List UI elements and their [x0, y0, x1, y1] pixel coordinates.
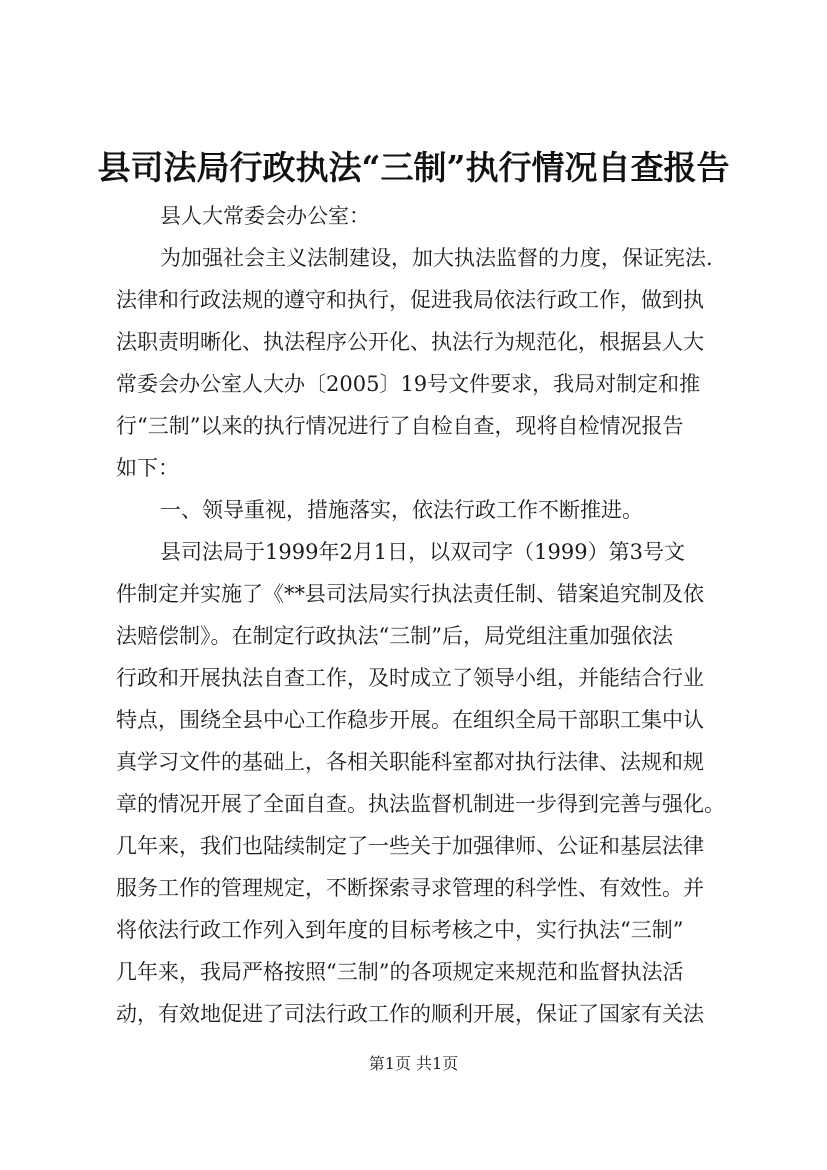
- text-line: 法赔偿制》。在制定行政执法“三制”后，局党组注重加强依法: [116, 624, 673, 648]
- page-footer: 第1页 共1页: [368, 1054, 459, 1073]
- text-line: 服务工作的管理规定，不断探索寻求管理的科学性、有效性。并: [116, 876, 704, 900]
- text-line: 县司法局于1999年2月1日，以双司字（1999）第3号文: [160, 540, 685, 564]
- text-line: 几年来，我局严格按照“三制”的各项规定来规范和监督执法活: [116, 960, 684, 984]
- document-title: 县司法局行政执法“三制”执行情况自查报告: [97, 148, 730, 187]
- text-line: 行“三制”以来的执行情况进行了自检自查，现将自检情况报告: [116, 414, 684, 438]
- text-line: 法律和行政法规的遵守和执行，促进我局依法行政工作，做到执: [116, 288, 704, 312]
- text-line: 常委会办公室人大办〔2005〕19号文件要求，我局对制定和推: [116, 372, 701, 396]
- section-heading: 一、领导重视，措施落实，依法行政工作不断推进。: [160, 498, 643, 522]
- text-line: 特点，围绕全县中心工作稳步开展。在组织全局干部职工集中认: [116, 708, 704, 732]
- text-line: 为加强社会主义法制建设，加大执法监督的力度，保证宪法.: [160, 246, 713, 270]
- text-line: 章的情况开展了全面自查。执法监督机制进一步得到完善与强化。: [116, 792, 725, 816]
- text-line: 法职责明晰化、执法程序公开化、执法行为规范化，根据县人大: [116, 330, 704, 354]
- text-line: 真学习文件的基础上，各相关职能科室都对执行法律、法规和规: [116, 750, 704, 774]
- text-line: 行政和开展执法自查工作，及时成立了领导小组，并能结合行业: [116, 666, 704, 690]
- text-line: 几年来，我们也陆续制定了一些关于加强律师、公证和基层法律: [116, 834, 704, 858]
- text-line: 动，有效地促进了司法行政工作的顺利开展，保证了国家有关法: [116, 1002, 704, 1026]
- text-line: 县人大常委会办公室：: [160, 204, 370, 228]
- text-line: 将依法行政工作列入到年度的目标考核之中，实行执法“三制”: [116, 918, 684, 942]
- text-line: 如下：: [116, 456, 179, 480]
- text-line: 件制定并实施了《**县司法局实行执法责任制、错案追究制及依: [116, 582, 704, 606]
